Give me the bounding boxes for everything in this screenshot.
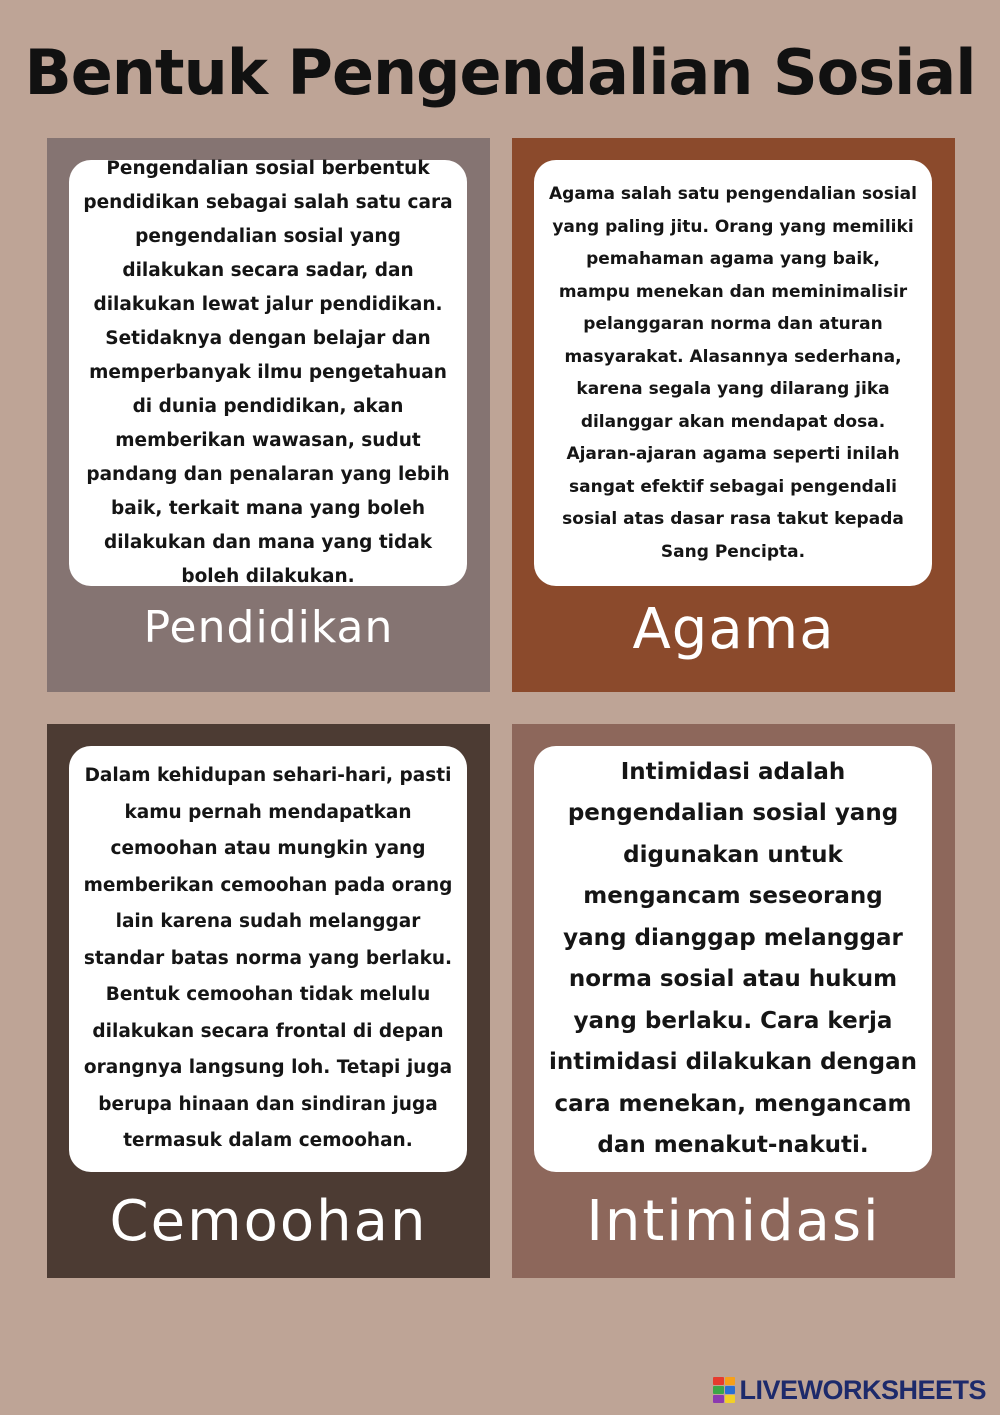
card-cemoohan-text: Dalam kehidupan sehari-hari, pasti kamu pernah mendapatkan cemoohan atau mungkin yang memberikan cemoohan pada orang lain karena sudah melanggar standar batas norma yang berlaku. Bentuk cemoohan tidak melulu dilakukan secara frontal di depan orangnya langsung loh. Tetapi juga berupa hinaan dan sindiran juga termasuk dalam cemoohan. (83, 765, 453, 1152)
card-pendidikan-text: Pengendalian sosial berbentuk pendidikan sebagai salah satu cara pengendalian sosial yang dilakukan secara sadar, dan dilakukan lewat jalur pendidikan. Setidaknya dengan belajar dan memperbanyak ilmu pengetahuan di dunia pendidikan, akan memberikan wawasan, sudut pandang dan penalaran yang lebih baik, terkait mana yang boleh dilakukan dan mana yang tidak boleh dilakukan. (83, 158, 453, 587)
liveworksheets-brand[interactable] (713, 1374, 986, 1406)
card-intimidasi-text-box (534, 746, 932, 1172)
card-pendidikan-label: Pendidikan (143, 602, 394, 653)
logo-block (713, 1377, 724, 1385)
page-title: Bentuk Pengendalian Sosial (24, 36, 976, 109)
liveworksheets-logo-icon (713, 1377, 735, 1403)
liveworksheets-brand-text: LIVEWORKSHEETS (739, 1374, 986, 1405)
card-cemoohan-label: Cemoohan (109, 1189, 428, 1254)
card-intimidasi-text: Intimidasi adalah pengendalian sosial yang digunakan untuk mengancam seseorang yang dianggap melanggar norma sosial atau hukum yang berlaku. Cara kerja intimidasi dilakukan dengan cara menekan, mengancam dan menakut-nakuti. (549, 758, 917, 1158)
logo-block (713, 1395, 724, 1403)
card-cemoohan-text-box (69, 746, 467, 1172)
card-agama-label: Agama (632, 597, 835, 662)
card-agama (512, 138, 955, 692)
card-pendidikan (47, 138, 490, 692)
logo-block (725, 1395, 736, 1403)
card-pendidikan-text-box (69, 160, 467, 586)
logo-block (725, 1386, 736, 1394)
card-agama-text: Agama salah satu pengendalian sosial yang paling jitu. Orang yang memiliki pemahaman agama yang baik, mampu menekan dan meminimalisir pelanggaran norma dan aturan masyarakat. Alasannya sederhana, karena segala yang dilarang jika dilanggar akan mendapat dosa. Ajaran-ajaran agama seperti inilah sangat efektif sebagai pengendali sosial atas dasar rasa takut kepada Sang Pencipta. (549, 184, 917, 562)
card-intimidasi (512, 724, 955, 1278)
logo-block (713, 1386, 724, 1394)
card-cemoohan (47, 724, 490, 1278)
card-agama-text-box (534, 160, 932, 586)
logo-block (725, 1377, 736, 1385)
card-intimidasi-label: Intimidasi (586, 1189, 881, 1254)
